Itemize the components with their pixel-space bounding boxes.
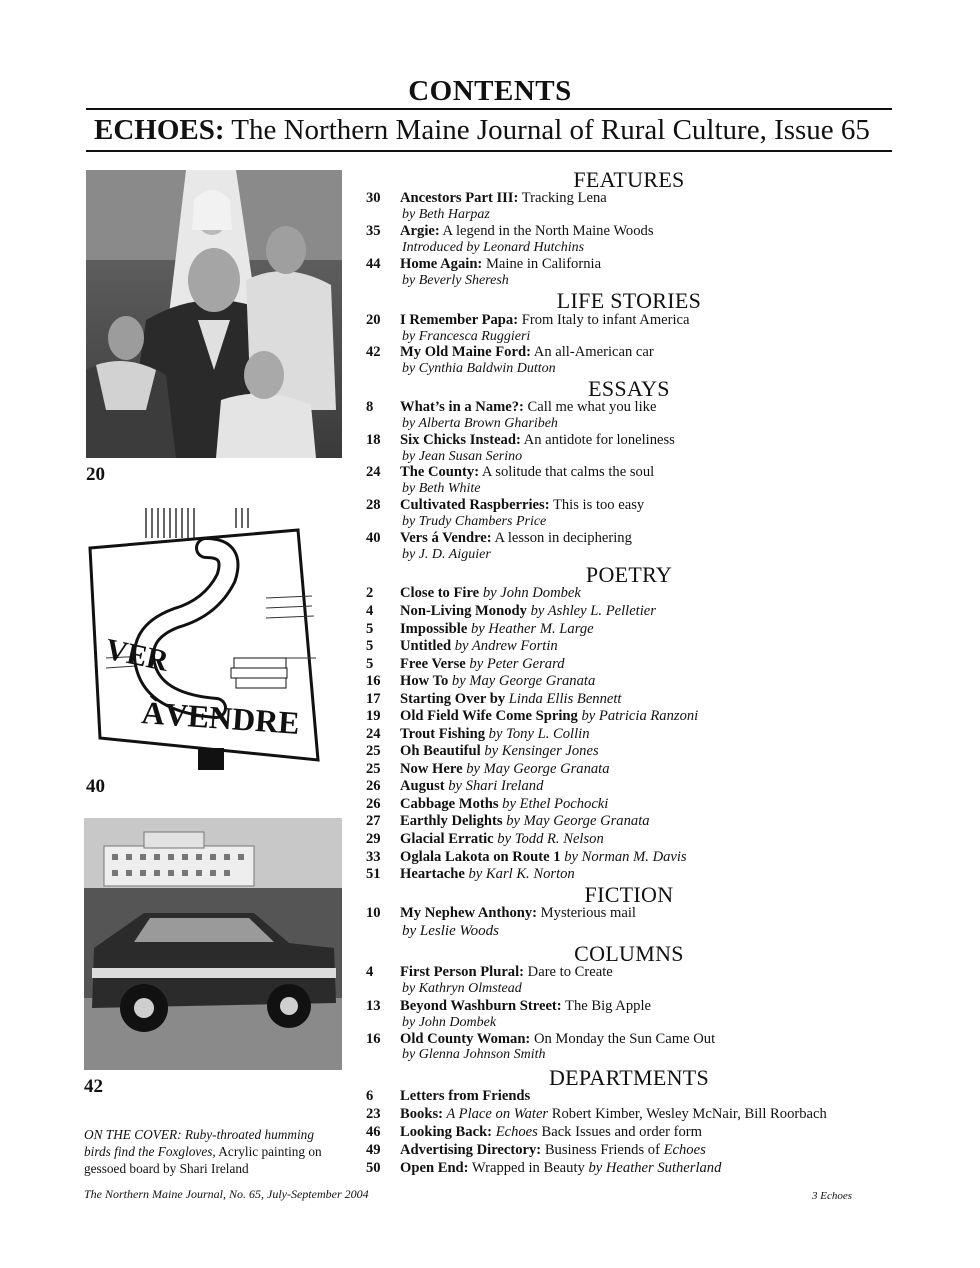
toc-byline: by Beth White [402, 481, 481, 496]
toc-entry: 17 Starting Over by Linda Ellis Bennett [366, 691, 622, 707]
toc-entry: 20 I Remember Papa: From Italy to infant America [366, 312, 690, 328]
section-heading-fiction: FICTION [584, 882, 674, 907]
header-top-rule [86, 108, 892, 110]
toc-entry: 19 Old Field Wife Come Spring by Patricia Ranzoni [366, 708, 699, 724]
toc-entry: 35 Argie: A legend in the North Maine Woods [366, 223, 654, 239]
toc-entry: 4 First Person Plural: Dare to Create [366, 964, 613, 980]
toc-entry: 25 Oh Beautiful by Kensinger Jones [366, 743, 599, 759]
toc-byline: by J. D. Aiguier [402, 547, 491, 562]
footer-page-number: 3 Echoes [812, 1190, 853, 1202]
toc-byline: by Beth Harpaz [402, 207, 490, 222]
toc-entry: 24 The County: A solitude that calms the soul [366, 464, 655, 480]
toc-entry: 30 Ancestors Part III: Tracking Lena [366, 190, 607, 206]
toc-entry: 4 Non-Living Monody by Ashley L. Pelletier [366, 603, 656, 619]
toc-entry: 26 Cabbage Moths by Ethel Pochocki [366, 796, 609, 812]
toc-entry: 40 Vers á Vendre: A lesson in deciphering [366, 530, 632, 546]
toc-entry: 13 Beyond Washburn Street: The Big Apple [366, 998, 651, 1014]
toc-entry: 2 Close to Fire by John Dombek [366, 585, 581, 601]
toc-byline: by Glenna Johnson Smith [402, 1047, 546, 1062]
toc-entry: 49 Advertising Directory: Business Friends of Echoes [366, 1142, 706, 1158]
toc-byline: by Kathryn Olmstead [402, 981, 522, 996]
toc-byline: by Trudy Chambers Price [402, 514, 547, 529]
photo-page-number: 40 [86, 776, 105, 797]
toc-byline: by John Dombek [402, 1015, 497, 1030]
vers-a-vendre-illustration [86, 508, 342, 770]
toc-entry: 24 Trout Fishing by Tony L. Collin [366, 726, 590, 742]
photo-page-number: 42 [84, 1076, 103, 1097]
toc-entry: 18 Six Chicks Instead: An antidote for loneliness [366, 432, 675, 448]
journal-masthead [94, 114, 894, 147]
family-portrait-photo [86, 170, 342, 458]
svg-text:ÀVENDRE: ÀVENDRE [140, 694, 301, 742]
toc-byline: by Alberta Brown Gharibeh [402, 416, 558, 431]
toc-entry: 46 Looking Back: Echoes Back Issues and order form [366, 1124, 702, 1140]
journal-name: ECHOES: [94, 114, 225, 146]
toc-entry: 6 Letters from Friends [366, 1088, 531, 1104]
cover-note-text: Acrylic painting on gessoed board by Shari Ireland [84, 1144, 322, 1176]
toc-entry: 8 What’s in a Name?: Call me what you like [366, 399, 657, 415]
toc-entry: 29 Glacial Erratic by Todd R. Nelson [366, 831, 604, 847]
toc-entry: 5 Untitled by Andrew Fortin [366, 638, 558, 654]
header-bottom-rule [86, 150, 892, 152]
section-heading-features: FEATURES [573, 167, 685, 192]
section-heading-poetry: POETRY [585, 562, 673, 587]
toc-byline: by Jean Susan Serino [402, 449, 523, 464]
footer-issue-info: The Northern Maine Journal, No. 65, July-September 2004 [84, 1187, 369, 1201]
toc-entry: 25 Now Here by May George Granata [366, 761, 610, 777]
page-title: CONTENTS [408, 75, 572, 107]
toc-byline: by Leslie Woods [402, 923, 499, 939]
toc-entry: 50 Open End: Wrapped in Beauty by Heather Sutherland [366, 1160, 722, 1176]
toc-entry: 27 Earthly Delights by May George Granata [366, 813, 650, 829]
section-heading-essays: ESSAYS [588, 376, 670, 401]
toc-entry: 33 Oglala Lakota on Route 1 by Norman M. Davis [366, 849, 687, 865]
photo-page-number: 20 [86, 464, 105, 485]
toc-entry: 28 Cultivated Raspberries: This is too easy [366, 497, 645, 513]
section-heading-departments: DEPARTMENTS [548, 1065, 710, 1090]
toc-byline: Introduced by Leonard Hutchins [402, 240, 585, 255]
toc-entry: 44 Home Again: Maine in California [366, 256, 602, 272]
toc-entry: 10 My Nephew Anthony: Mysterious mail [366, 905, 636, 921]
ford-car-photo [84, 818, 342, 1070]
cover-note-italic: ON THE COVER: Ruby-throated humming birds find the Foxgloves, [84, 1127, 314, 1159]
cover-note [84, 1126, 342, 1177]
toc-byline: by Beverly Sheresh [402, 273, 509, 288]
section-heading-life-stories: LIFE STORIES [556, 288, 702, 313]
toc-entry: 26 August by Shari Ireland [366, 778, 544, 794]
toc-entry: 16 How To by May George Granata [366, 673, 596, 689]
toc-byline: by Francesca Ruggieri [402, 329, 531, 344]
toc-byline: by Cynthia Baldwin Dutton [402, 361, 556, 376]
toc-entry: 42 My Old Maine Ford: An all-American car [366, 344, 654, 360]
section-heading-columns: COLUMNS [574, 941, 684, 966]
toc-entry: 16 Old County Woman: On Monday the Sun Came Out [366, 1031, 716, 1047]
toc-entry: 5 Free Verse by Peter Gerard [366, 656, 565, 672]
toc-entry: 51 Heartache by Karl K. Norton [366, 866, 575, 882]
toc-entry: 5 Impossible by Heather M. Large [366, 621, 594, 637]
svg-text:VER: VER [102, 632, 172, 679]
journal-subtitle: The Northern Maine Journal of Rural Culture, Issue 65 [231, 114, 870, 146]
toc-entry: 23 Books: A Place on Water Robert Kimber, Wesley McNair, Bill Roorbach [366, 1106, 827, 1122]
